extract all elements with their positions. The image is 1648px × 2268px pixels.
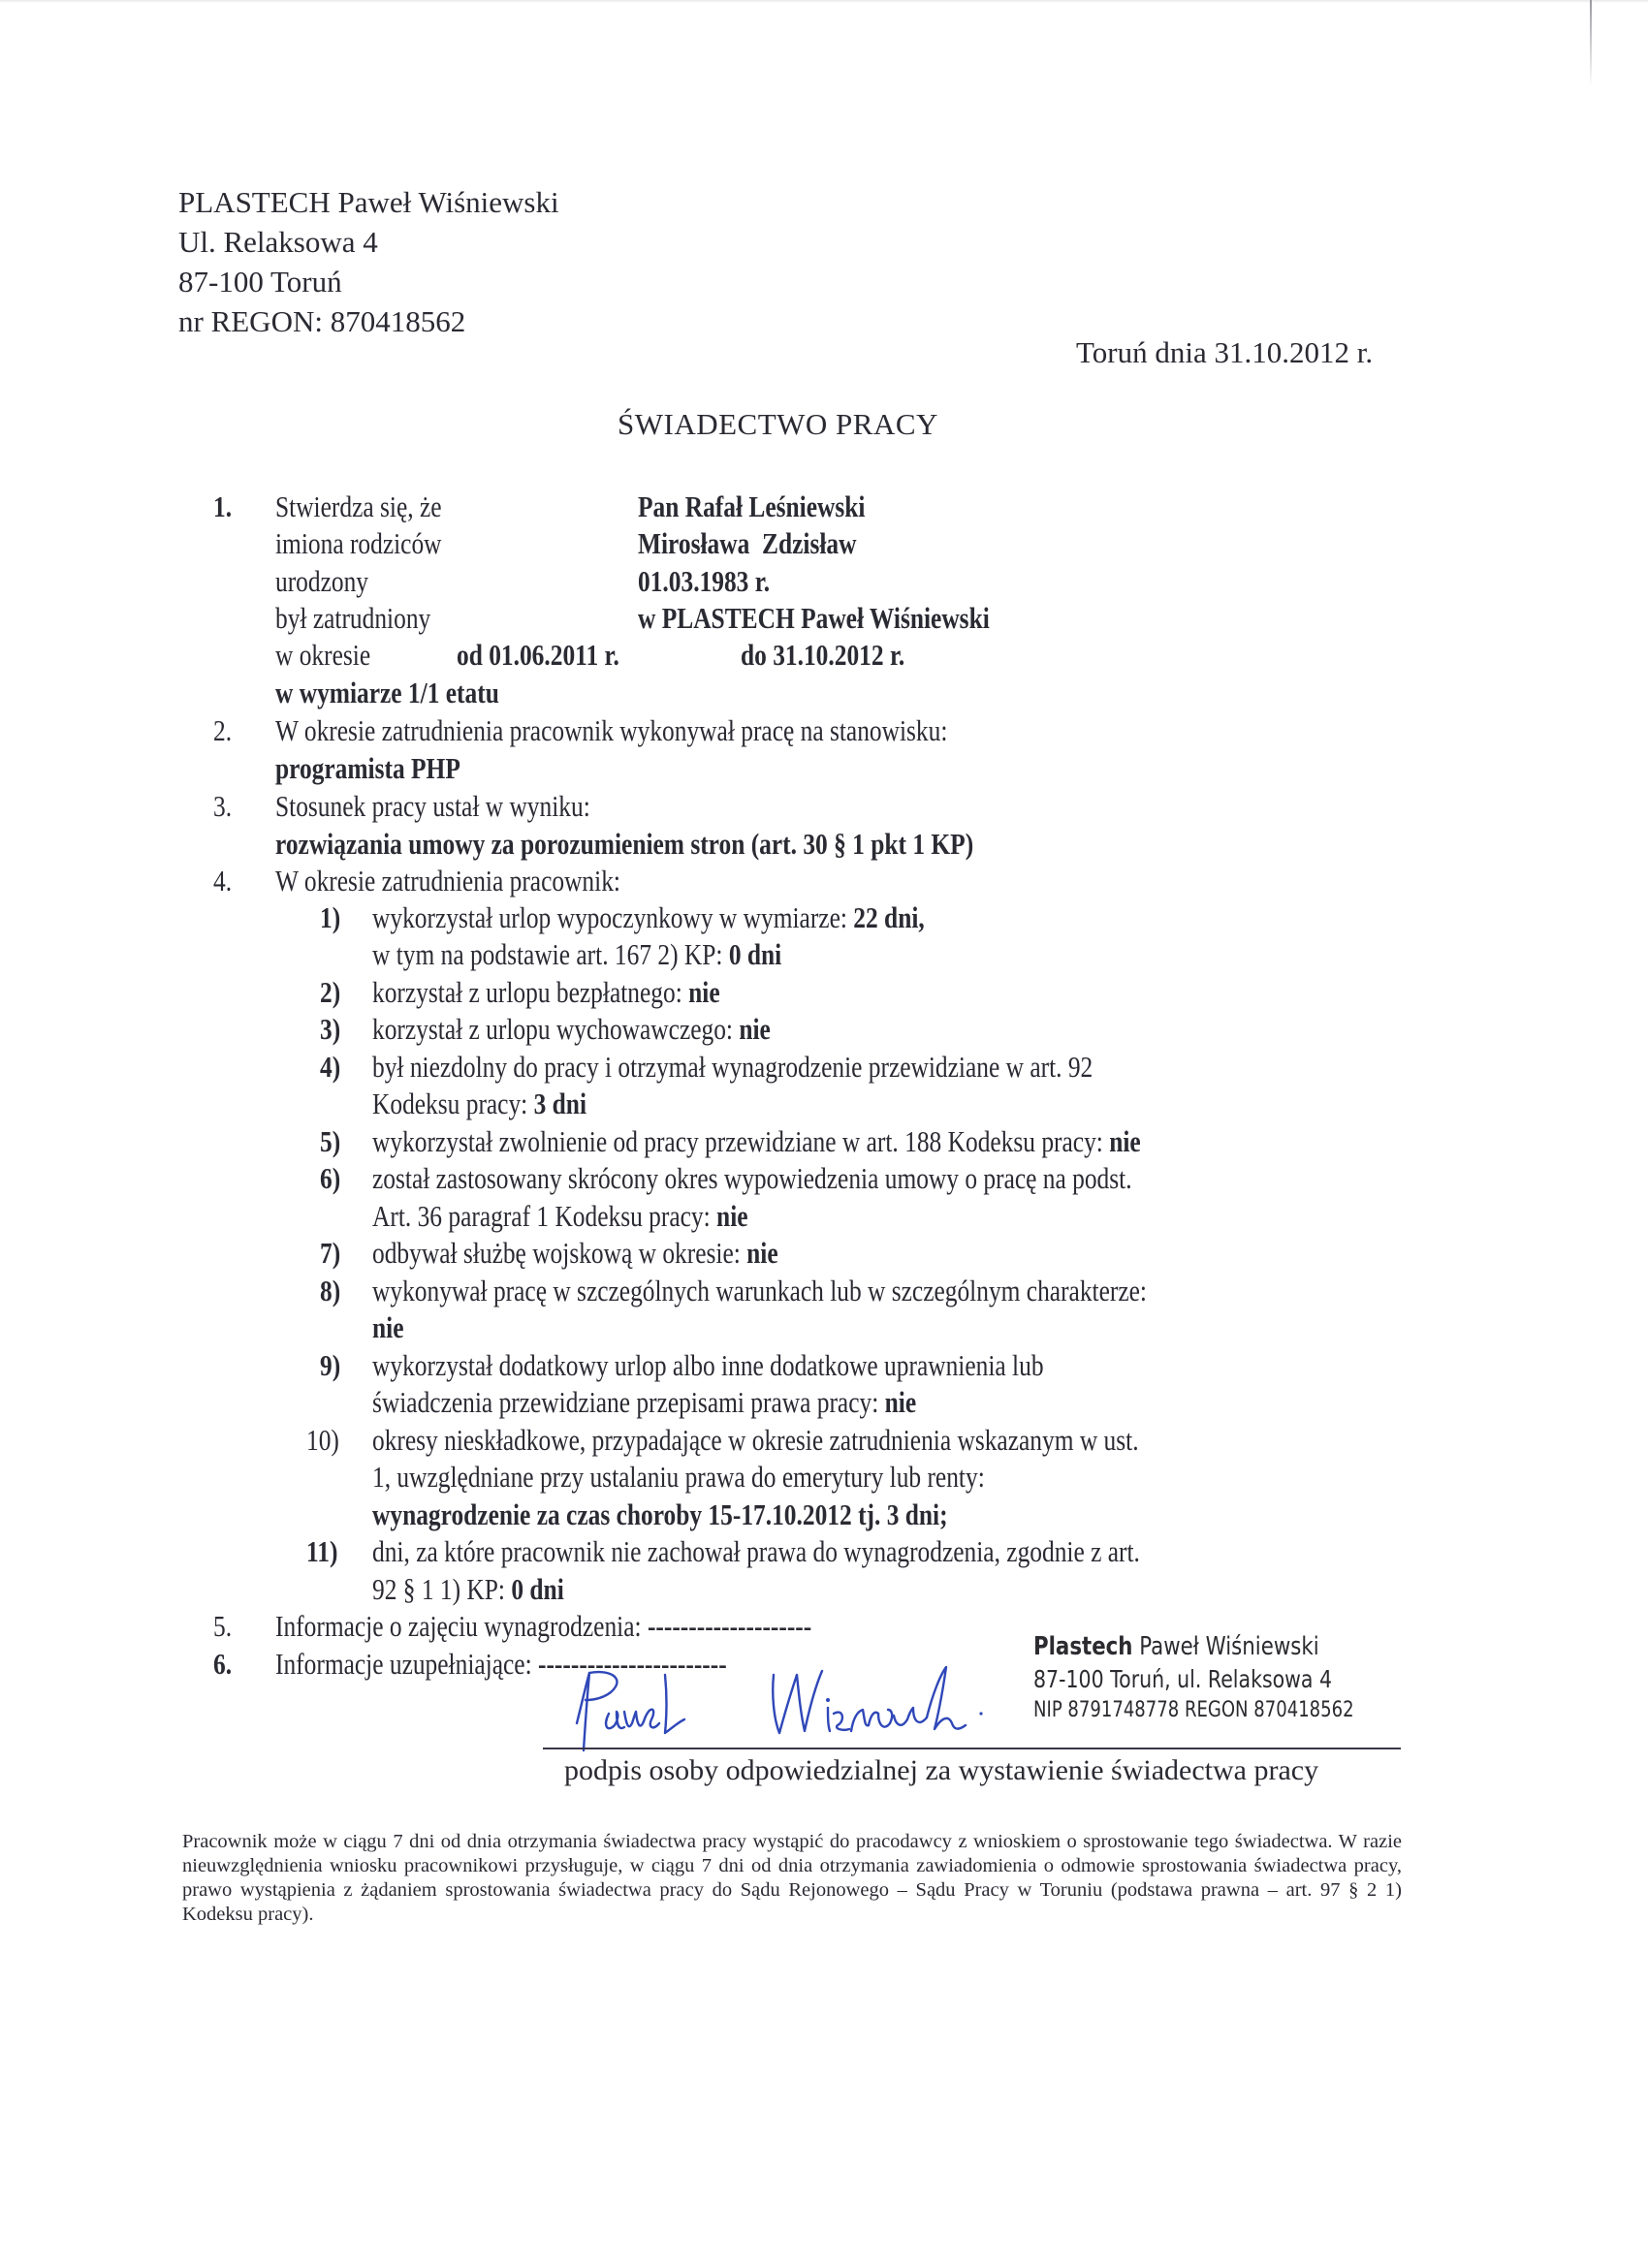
item-2-text [372,975,720,1010]
stamp-name-rest: Paweł Wiśniewski [1132,1632,1319,1661]
item-2-number: 2) [320,975,341,1009]
employer-street: Ul. Relaksowa 4 [178,225,378,259]
signature-caption: podpis osoby odpowiedzialnej za wystawienie świadectwa pracy [564,1754,1319,1786]
section-1-label-3: był zatrudniony [275,601,431,635]
scan-edge-right [1590,0,1592,87]
item-10-line2: 1, uwzględniane przy ustalaniu prawa do emerytury lub renty: [372,1460,985,1494]
section-3-number: 3. [213,789,233,823]
item-6-number: 6) [320,1161,341,1195]
section-3-text: Stosunek pracy ustał w wyniku: [275,789,590,823]
item-1-line1: wykorzystał urlop wypoczynkowy w wymiarze: [372,900,854,934]
birth-date: 01.03.1983 r. [638,564,771,598]
item-11-line2: 92 § 1 1) KP: [372,1572,512,1606]
item-6-subline [372,1199,748,1234]
section-1-label-1: imiona rodziców [275,526,442,560]
section-5-dashes: -------------------- [647,1609,812,1643]
item-7-value: nie [746,1236,778,1270]
item-10-line1: okresy nieskładkowe, przypadające w okresie zatrudnienia wskazanym w ust. [372,1423,1139,1457]
place-date: Toruń dnia 31.10.2012 r. [1076,335,1374,369]
item-5-text [372,1124,1141,1159]
item-5-line1: wykorzystał zwolnienie od pracy przewidziane w art. 188 Kodeksu pracy: [372,1124,1110,1158]
section-1-label-2: urodzony [275,564,369,598]
item-5-value: nie [1109,1124,1141,1158]
company-stamp [1033,1630,1354,1725]
item-1-number: 1) [320,900,341,934]
item-10-number: 10) [306,1423,339,1457]
item-2-value: nie [688,975,720,1009]
section-6-dashes: ----------------------- [537,1647,727,1681]
item-6-line1: został zastosowany skrócony okres wypowiedzenia umowy o pracę na podst. [372,1161,1132,1195]
parents-names: Mirosława Zdzisław [638,526,857,560]
section-6-label: Informacje uzupełniające: [275,1647,538,1681]
employee-name: Pan Rafał Leśniewski [638,489,866,523]
section-1-label-0: Stwierdza się, że [275,489,442,523]
item-9-subline [372,1385,916,1420]
stamp-ids: NIP 8791748778 REGON 870418562 [1033,1698,1354,1722]
item-3-value: nie [739,1012,771,1046]
period-to: do 31.10.2012 r. [741,638,905,672]
item-11-line1: dni, za które pracownik nie zachował prawa do wynagrodzenia, zgodnie z art. [372,1534,1140,1568]
employer-value: w PLASTECH Paweł Wiśniewski [638,601,990,635]
section-2-number: 2. [213,713,233,747]
section-5-number: 5. [213,1609,233,1643]
item-11-subline [372,1572,564,1607]
item-4-line1: był niezdolny do pracy i otrzymał wynagrodzenie przewidziane w art. 92 [372,1050,1093,1084]
signature-dot [826,1698,830,1702]
item-1-line2: w tym na podstawie art. 167 2) KP: [372,937,729,971]
item-7-line1: odbywał służbę wojskową w okresie: [372,1236,747,1270]
item-4-line2: Kodeksu pracy: [372,1087,534,1120]
item-7-number: 7) [320,1236,341,1270]
termination-value: rozwiązania umowy za porozumieniem stron (art. 30 § 1 pkt 1 KP) [275,827,974,861]
item-1-subline [372,937,781,972]
signature-line [543,1748,1401,1749]
item-1-text [372,900,925,935]
item-6-value: nie [716,1199,748,1233]
item-9-line2: świadczenia przewidziane przepisami prawa pracy: [372,1385,885,1419]
item-9-value: nie [884,1385,917,1419]
footer-note [182,1830,1402,1927]
item-5-number: 5) [320,1124,341,1158]
item-3-text [372,1012,771,1047]
item-10-value: wynagrodzenie za czas choroby 15-17.10.2012 tj. 3 dni; [372,1497,948,1531]
section-1-number: 1. [213,489,233,523]
item-8-value: nie [372,1310,404,1344]
stamp-name-bold: Plastech [1033,1632,1133,1661]
item-11-value: 0 dni [511,1572,564,1606]
document-title: ŚWIADECTWO PRACY [618,407,938,441]
item-4-number: 4) [320,1050,341,1084]
item-8-line1: wykonywał pracę w szczególnych warunkach lub w szczególnym charakterze: [372,1274,1147,1307]
stamp-name [1033,1630,1354,1663]
item-1-value: 22 dni, [853,900,925,934]
item-3-number: 3) [320,1012,341,1046]
item-6-line2: Art. 36 paragraf 1 Kodeksu pracy: [372,1199,717,1233]
section-6-number: 6. [213,1647,233,1681]
item-7-text [372,1236,778,1271]
section-4-number: 4. [213,864,233,898]
item-8-number: 8) [320,1274,341,1307]
section-2-text: W okresie zatrudnienia pracownik wykonywał pracę na stanowisku: [275,713,948,747]
position-value: programista PHP [275,751,460,785]
signature-dot-2 [979,1712,982,1715]
item-2-line1: korzystał z urlopu bezpłatnego: [372,975,689,1009]
item-4-value: 3 dni [533,1087,587,1120]
employer-regon: nr REGON: 870418562 [178,304,466,338]
section-5-label: Informacje o zajęciu wynagrodzenia: [275,1609,648,1643]
stamp-address: 87-100 Toruń, ul. Relaksowa 4 [1033,1665,1333,1693]
item-9-number: 9) [320,1348,341,1382]
signature-strokes [577,1667,966,1750]
employer-header [178,182,559,341]
item-11-number: 11) [306,1534,338,1568]
workload: w wymiarze 1/1 etatu [275,676,499,709]
employer-city: 87-100 Toruń [178,265,342,299]
item-4-subline [372,1087,586,1121]
period-label: w okresie [275,638,371,672]
scan-edge-top [0,0,1648,3]
item-3-line1: korzystał z urlopu wychowawczego: [372,1012,740,1046]
item-1-subvalue: 0 dni [728,937,782,971]
section-5-text [275,1609,811,1644]
period-from: od 01.06.2011 r. [457,638,619,672]
item-9-line1: wykorzystał dodatkowy urlop albo inne dodatkowe uprawnienia lub [372,1348,1044,1382]
employer-name: PLASTECH Paweł Wiśniewski [178,185,559,219]
section-4-text: W okresie zatrudnienia pracownik: [275,864,620,898]
handwritten-signature [543,1665,989,1752]
footer-text: Pracownik może w ciągu 7 dni od dnia otrzymania świadectwa pracy wystąpić do pracodawcy z wnioskiem o sprostowanie tego świadectwa. W razie nieuwzględnienia wniosku pracownikowi przysługuje, w ciągu 7 dni od dnia otrzymania zawiadomienia o odmowie sprostowania świadectwa pracy, prawo wystąpienia z żądaniem sprostowania świadectwa pracy do Sądu Rejonowego – Sądu Pracy w Toruniu (podstawa prawna – art. 97 § 2 1) Kodeksu pracy). [182,1831,1402,1925]
